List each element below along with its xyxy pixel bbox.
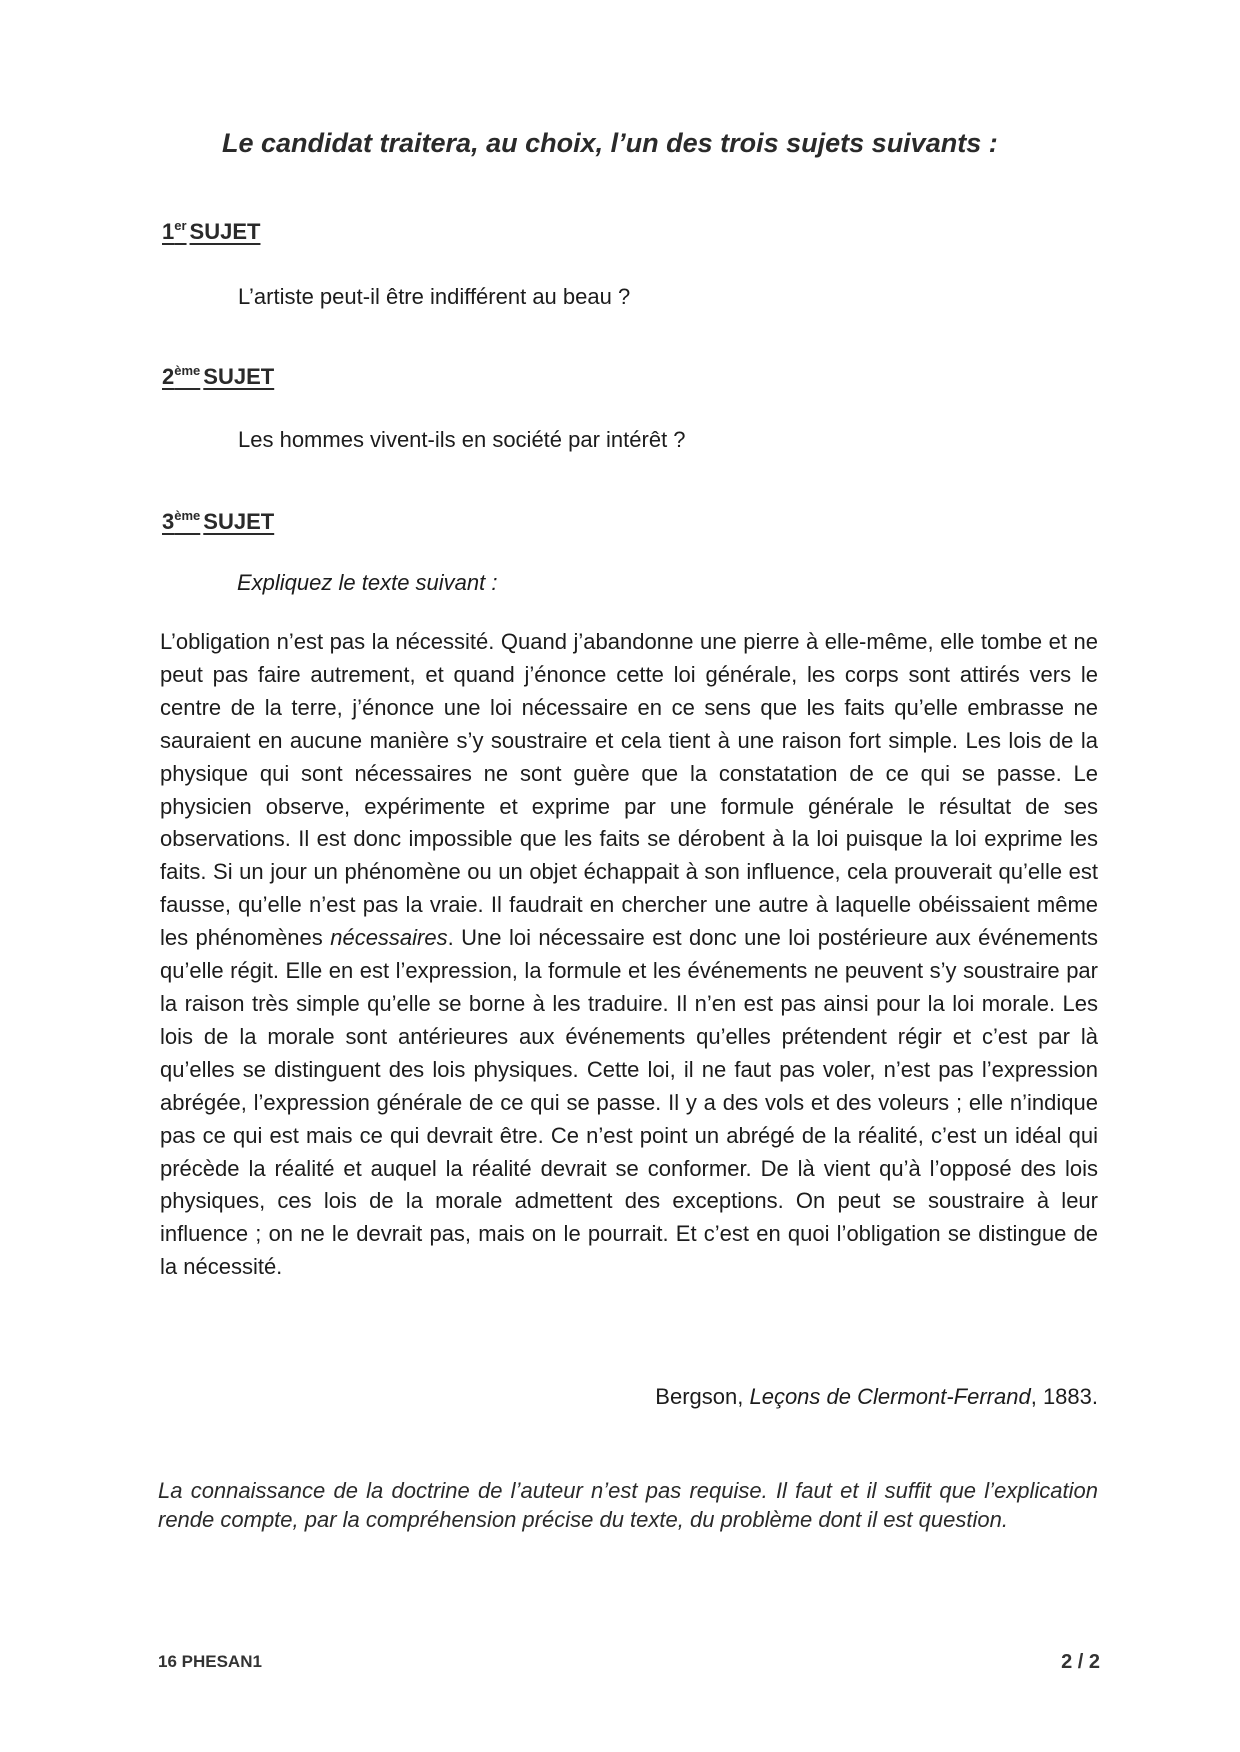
sujet-1-number: 1: [162, 219, 175, 244]
page-number: 2 / 2: [1061, 1651, 1100, 1673]
bergson-passage: [160, 626, 1098, 1284]
instruction-note: La connaissance de la doctrine de l’auteur n’est pas requise. Il faut et il suffit que l’explication rende compte, par la compréhension précise du texte, du problème dont il est question.: [158, 1478, 1098, 1532]
passage-part-1: L’obligation n’est pas la nécessité. Quand j’abandonne une pierre à elle-même, elle tombe et ne peut pas faire autrement, et quand j’énonce cette loi générale, les corps sont attirés vers le centre de la terre, j’énonce une loi nécessaire en ce sens que les faits qu’elle embrasse ne sauraient en aucune manière s’y soustraire et cela tient à une raison fort simple. Les lois de la physique qui sont nécessaires ne sont guère que la constatation de ce qui se passe. Le physicien observe, expérimente et exprime par une formule générale le résultat de ses observations. Il est donc impossible que les faits se dérobent à la loi puisque la loi exprime les faits. Si un jour un phénomène ou un objet échappait à son influence, cela prouverait qu’elle est fausse, qu’elle n’est pas la vraie. Il faudrait en chercher une autre à laquelle obéissaient même les phénomènes: [160, 629, 1098, 951]
passage-part-2: . Une loi nécessaire est donc une loi postérieure aux événements qu’elle régit. Elle en est l’expression, la formule et les événements ne peuvent s’y soustraire par la raison très simple qu’elle se borne à les traduire. Il n’en est pas ainsi pour la loi morale. Les lois de la morale sont antérieures aux événements qu’elles prétendent régir et c’est par là qu’elles se distinguent des lois physiques. Cette loi, il ne faut pas voler, n’est pas l’expression abrégée, l’expression générale de ce qui se passe. Il y a des vols et des voleurs ; elle n’indique pas ce qui est mais ce qui devrait être. Ce n’est point un abrégé de la réalité, c’est un idéal qui précède la réalité et auquel la réalité devrait se conformer. De là vient qu’à l’opposé des lois physiques, ces lois de la morale admettent des exceptions. On peut se soustraire à leur influence ; on ne le devrait pas, mais on le pourrait. Et c’est en quoi l’obligation se distingue de la nécessité.: [160, 925, 1099, 1280]
sujet-1-question: L’artiste peut-il être indifférent au beau ?: [238, 284, 631, 309]
source-work: Leçons de Clermont-Ferrand: [749, 1384, 1031, 1409]
sujet-2-question: Les hommes vivent-ils en société par intérêt ?: [238, 427, 686, 452]
page-heading: Le candidat traitera, au choix, l’un des trois sujets suivants :: [222, 128, 998, 158]
sujet-1-suffix: er: [174, 218, 187, 233]
sujet-1-label: [162, 218, 260, 245]
passage-italic-word: nécessaires: [330, 925, 448, 951]
sujet-1-word: SUJET: [189, 219, 261, 244]
sujet-3-instruction: Expliquez le texte suivant :: [237, 570, 498, 595]
passage-source: [655, 1384, 1098, 1410]
sujet-2-label: [162, 363, 274, 390]
sujet-2-number: 2: [162, 364, 175, 389]
sujet-3-number: 3: [162, 509, 175, 534]
sujet-2-word: SUJET: [203, 364, 275, 389]
source-year: , 1883.: [1030, 1384, 1098, 1409]
sujet-3-suffix: ème: [174, 508, 201, 523]
sujet-3-word: SUJET: [203, 509, 275, 534]
sujet-3-label: [162, 508, 274, 535]
source-author: Bergson,: [655, 1384, 744, 1409]
sujet-2-suffix: ème: [174, 363, 201, 378]
exam-code: 16 PHESAN1: [158, 1652, 262, 1671]
